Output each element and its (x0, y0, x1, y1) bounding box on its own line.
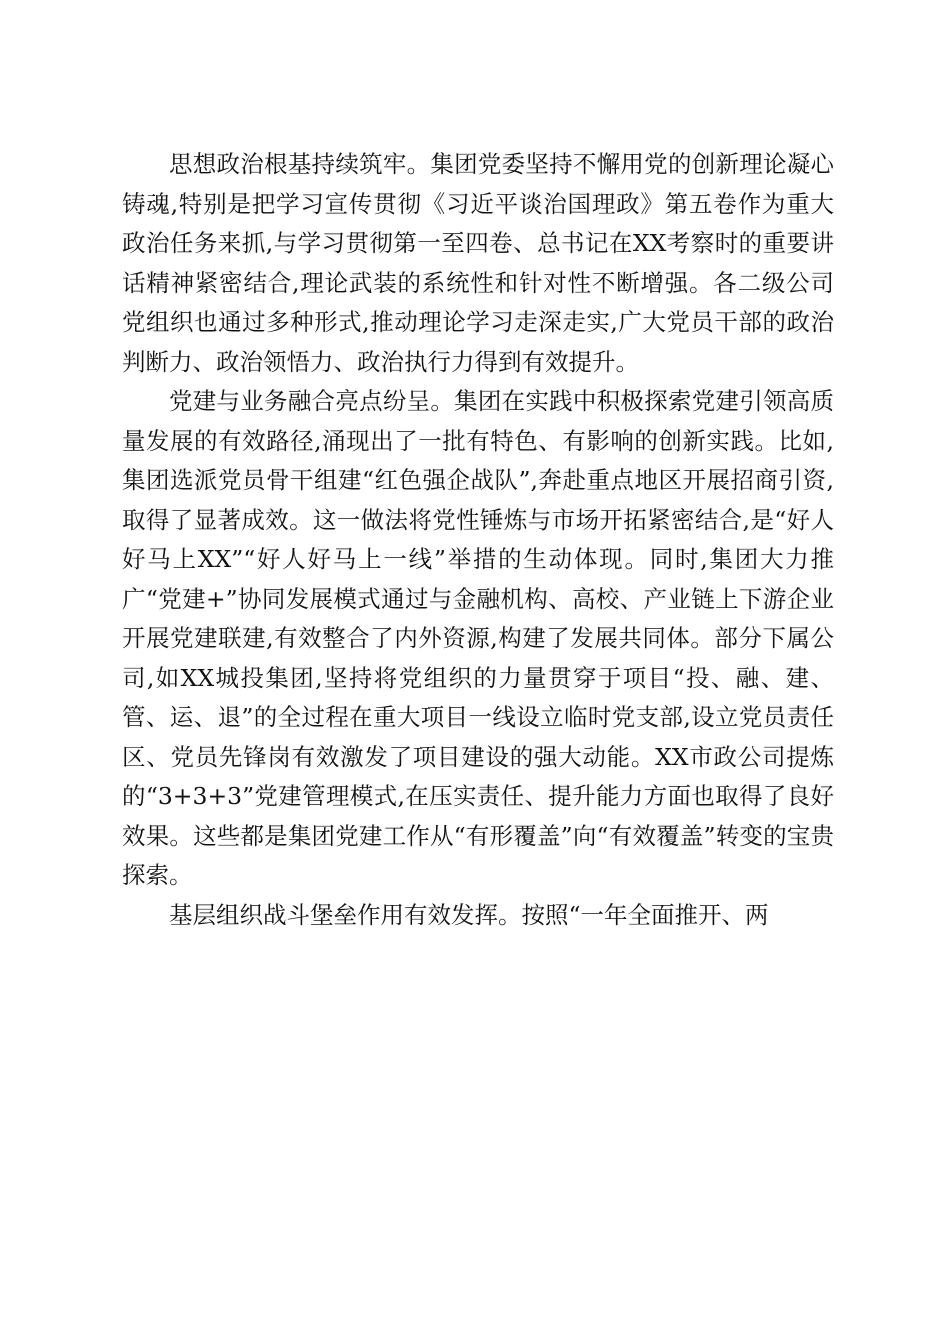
paragraph-grassroots: 基层组织战斗堡垒作用有效发挥。按照“一年全面推开、两 (169, 900, 769, 929)
document-body (122, 145, 834, 935)
paragraph-integration: 党建与业务融合亮点纷呈。集团在实践中积极探索党建引领高质量发展的有效路径,涌现出了一批有特色、有影响的创新实践。比如,集团选派党员骨干组建“红色强企战队”,奔赴重点地区开展招商引资,取得了显著成效。这一做法将党性锤炼与市场开拓紧密结合,是“好人好马上XX”“好人好马上一线”举措的生动体现。同时,集团大力推广“党建+”协同发展模式通过与金融机构、高校、产业链上下游企业开展党建联建,有效整合了内外资源,构建了发展共同体。部分下属公司,如XX城投集团,坚持将党组织的力量贯穿于项目“投、融、建、管、运、退”的全过程在重大项目一线设立临时党支部,设立党员责任区、党员先锋岗有效激发了项目建设的强大动能。XX市政公司提炼的“3+3+3”党建管理模式,在压实责任、提升能力方面也取得了良好效果。这些都是集团党建工作从“有形覆盖”向“有效覆盖”转变的宝贵探索。 (122, 387, 834, 889)
paragraph-ideology: 思想政治根基持续筑牢。集团党委坚持不懈用党的创新理论凝心铸魂,特别是把学习宣传贯彻《习近平谈治国理政》第五卷作为重大政治任务来抓,与学习贯彻第一至四卷、总书记在XX考察时的重要讲话精神紧密结合,理论武装的系统性和针对性不断增强。各二级公司党组织也通过多种形式,推动理论学习走深走实,广大党员干部的政治判断力、政治领悟力、政治执行力得到有效提升。 (122, 150, 834, 376)
